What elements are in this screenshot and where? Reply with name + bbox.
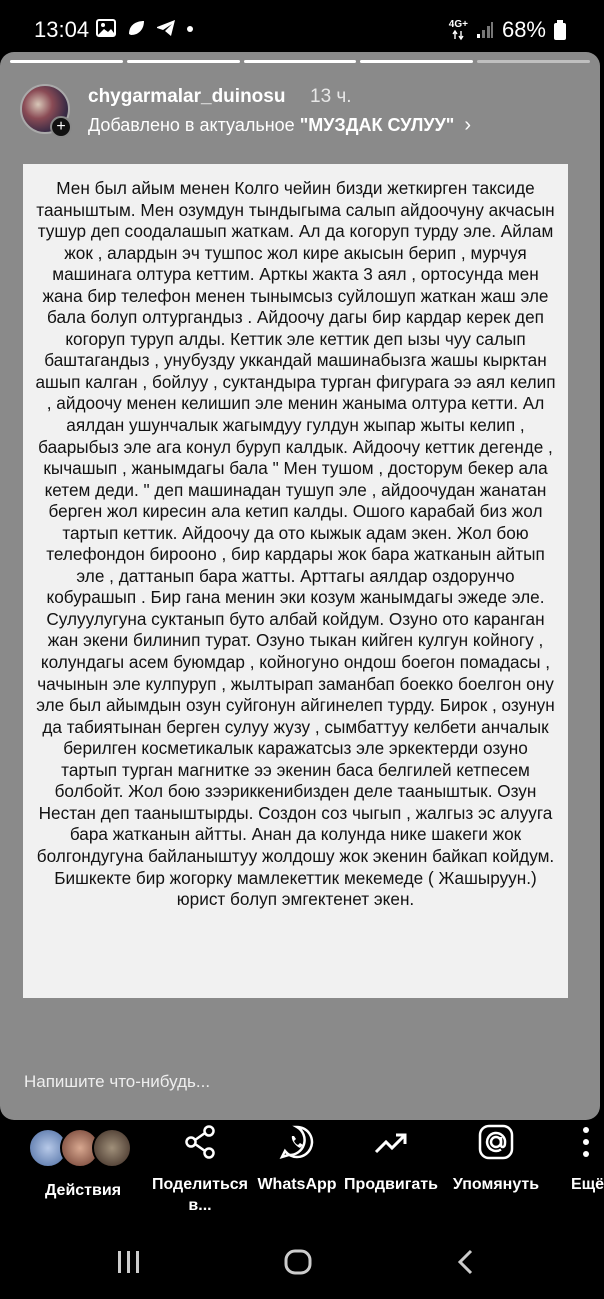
story-text: Мен был айым менен Колго чейин бизди жеткирген таксиде тааныштым. Мен озумдун тындыгыма салып айдоочуну акчасын тушур деп соодалашып жаткам. Ал да когоруп турду эле. Айлам жок , алардын эч тушпос жол кире акысын берип , мурчуя машинага олтура кеттим. Арткы жакта 3 аял , ортосунда мен жана бир телефон менен тынымсыз суйлошуп жаткан жаш эле бала болуп олтургандыз . Айдоочу дагы бир кардар керек деп когоруп туруп алды. Кеттик эле кеттик деп ызы чуу салып баштагандыз , унубузду уккандай машинабызга жашы кырктан ашып калган , бойлуу , суктандыра турган фигурага ээ аял келип , айдоочу менен келишип эле менин жаныма олтура кетти. Ал аялдан ушунчалык жагымдуу гулдун жыпар жыты келип , баарыбыз эле ага конул буруп калдык. Айдоочу кеттик дегенде , кычашып , жанымдагы бала " Мен тушом , досторум бекер ала кетем деди. " деп машинадан тушуп эле , айдоочудан жанатан берген жол киресин ала кетип калды. Ошого карабай биз жол тартып кеттик. Айдоочу да ото кыжык адам экен. Жол бою телефондон бирооно , бир кардары жок бара жатканын айтып эле , даттанып бара жатты. Арттагы аялдар оздорунчо кобурашып . Бир гана менин эки козум жанымдагы эжеде эле. Сулуулугуна суктанып буто албай койдум. Озуно ото каранган жан экени билинип турат. Озуно тыкан кийген кулгун койногу , колундагы асем буюмдар , койногуно ондош боегон помадасы , чачынын эле кулпуруп , жылтырап заманбап боекко боелгон ону эле был айымдын озун суйгонун айгинелеп турду. Бирок , озунун да табиятынан берген сулуу жузу , сымбаттуу келбети анчалык берилген косметикалык каражатсыз эле эркектерди озуно тартып турган магнитке ээ экенин баса белгилей кетпесем болбойт. Жол бою зээриккенибизден деле тааныштык. Озун Нестан деп тааныштырды. Создон соз чыгып , жалгыз эс алууга бара жатканын айтты. Анан да колунда нике шакеги жок болгондугуна байланыштуу жолдошу жок экенин байкап койдум. Бишкекте бир жогорку мамлекеттик мекемеде ( Жашыруун.) юрист болуп эмгектенет экен.	[35, 178, 556, 910]
status-time: 13:04	[34, 17, 90, 42]
highlight-link[interactable]	[88, 114, 471, 137]
home-icon[interactable]	[284, 1248, 312, 1276]
activity-button[interactable]	[28, 1120, 138, 1201]
network-label: 4G+	[448, 19, 468, 30]
status-bar	[0, 0, 600, 60]
mention-label: Упомянуть	[452, 1176, 540, 1193]
progress-segment	[127, 60, 240, 63]
dot-icon	[186, 19, 194, 37]
signal-icon	[476, 21, 494, 39]
actions-bar	[0, 1120, 604, 1230]
share-button[interactable]	[146, 1124, 254, 1216]
mention-button[interactable]	[446, 1124, 546, 1195]
system-nav-bar	[0, 1230, 600, 1299]
progress-segment	[244, 60, 357, 63]
username[interactable]: chygarmalar_duinosu	[88, 86, 286, 107]
more-vertical-icon	[582, 1124, 590, 1160]
promote-button[interactable]	[341, 1124, 441, 1195]
activity-label: Действия	[44, 1182, 122, 1199]
reply-input[interactable]: Напишите что-нибудь...	[24, 1072, 211, 1091]
network-indicator	[449, 20, 468, 40]
notification-icons	[96, 19, 194, 37]
leaf-icon	[126, 19, 146, 37]
data-arrows-icon	[452, 30, 464, 40]
share-label: Поделиться в...	[151, 1176, 249, 1214]
back-icon[interactable]	[456, 1248, 476, 1276]
recent-apps-icon[interactable]	[116, 1248, 142, 1276]
trending-up-icon	[373, 1124, 409, 1160]
more-button[interactable]	[568, 1124, 604, 1195]
chevron-right-icon: ›	[464, 114, 472, 136]
viewer-thumbnails	[28, 1128, 138, 1168]
viewer-avatar	[92, 1128, 132, 1168]
whatsapp-button[interactable]	[255, 1124, 339, 1195]
gallery-icon	[96, 19, 116, 37]
progress-segment	[477, 60, 590, 63]
whatsapp-label: WhatsApp	[257, 1176, 337, 1193]
telegram-icon	[156, 19, 176, 37]
progress-segment	[360, 60, 473, 63]
progress-segment	[10, 60, 123, 63]
mention-icon	[478, 1124, 514, 1160]
share-icon	[182, 1124, 218, 1160]
highlight-prefix: Добавлено в актуальное	[88, 115, 300, 135]
post-time: 13 ч.	[310, 86, 352, 107]
battery-icon	[554, 20, 566, 40]
battery-percent: 68%	[501, 17, 546, 42]
story-text-card	[23, 164, 568, 998]
story-progress	[10, 60, 590, 63]
promote-label: Продвигать	[344, 1176, 438, 1193]
more-label: Ещё	[571, 1176, 604, 1193]
add-icon[interactable]: +	[50, 116, 72, 138]
status-right	[449, 17, 566, 43]
highlight-name: "МУЗДАК СУЛУУ"	[299, 115, 455, 135]
whatsapp-icon	[279, 1124, 315, 1160]
story-viewer[interactable]	[0, 52, 600, 1120]
